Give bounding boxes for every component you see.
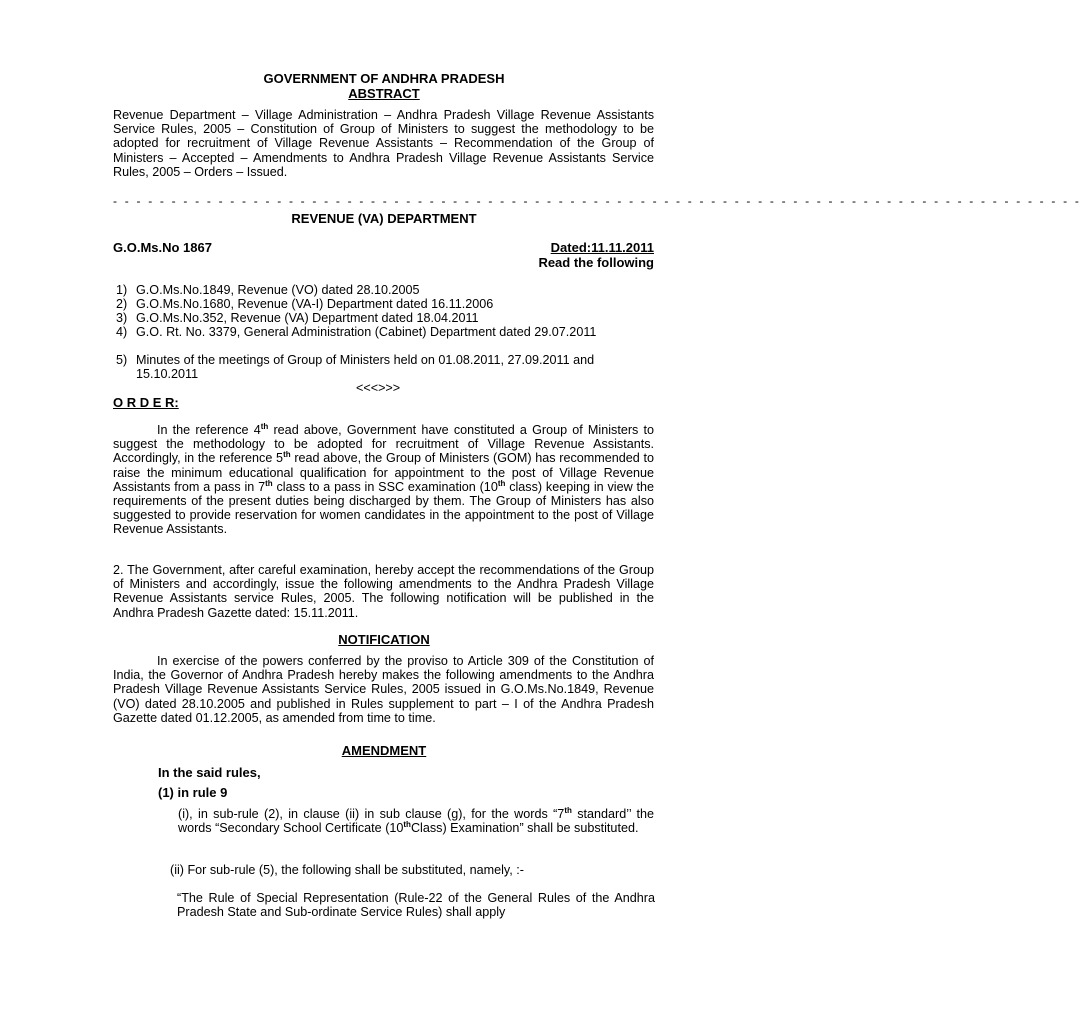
reference-item: [116, 353, 656, 382]
superscript: th: [497, 478, 506, 488]
notification-label: NOTIFICATION: [338, 632, 430, 647]
reference-item: [116, 283, 656, 297]
quoted-rule: “The Rule of Special Representation (Rule-22 of the General Rules of the Andhra Pradesh State and Sub-ordinate Service Rules) shall apply: [177, 891, 655, 920]
dated-value: Dated:11.11.2011: [550, 240, 654, 255]
abstract-label: ABSTRACT: [348, 86, 420, 101]
reference-number: 2): [116, 297, 128, 311]
reference-text: G.O.Ms.No.352, Revenue (VA) Department dated 18.04.2011: [136, 311, 479, 325]
order-text: read above, Government have constituted a Group of Ministers to suggest the methodology to be adopted for recruitment of Village Revenue Assistants. Accordingly, in the reference 5: [113, 423, 654, 466]
reference-number: 1): [116, 283, 128, 297]
reference-item: [116, 311, 656, 325]
reference-number: 4): [116, 325, 128, 339]
reference-text: G.O. Rt. No. 3379, General Administration (Cabinet) Department dated 29.07.2011: [136, 325, 597, 339]
reference-text: Minutes of the meetings of Group of Ministers held on 01.08.2011, 27.09.2011 and 15.10.2011: [136, 353, 595, 382]
department-heading: REVENUE (VA) DEPARTMENT: [291, 211, 477, 226]
order-text: In the reference 4: [157, 423, 261, 437]
notification-heading: [113, 633, 655, 647]
go-number: G.O.Ms.No 1867: [113, 240, 212, 255]
order-heading: O R D E R:: [113, 395, 179, 410]
notification-paragraph: In exercise of the powers conferred by the proviso to Article 309 of the Constitution of India, the Governor of Andhra Pradesh hereby makes the following amendments to the Andhra Pradesh Village Revenue Assistants Service Rules, 2005 issued in G.O.Ms.No.1849, Revenue (VO) dated 28.10.2005 and published in Rules supplement to part – I of the Andhra Pradesh Gazette dated 01.12.2005, as amended from time to time.: [113, 654, 654, 725]
section-symbol: <<<>>>: [356, 381, 401, 395]
amendment-heading: [113, 744, 655, 758]
superscript: th: [564, 806, 572, 815]
government-title: GOVERNMENT OF ANDHRA PRADESH: [263, 71, 505, 86]
clause-ii: (ii) For sub-rule (5), the following shall be substituted, namely, :-: [170, 863, 524, 877]
dated-label: [551, 241, 654, 255]
reference-number: 3): [116, 311, 128, 325]
reference-item: [116, 325, 656, 339]
reference-number: 5): [116, 353, 128, 367]
rule-9-heading: (1) in rule 9: [158, 785, 228, 800]
said-rules: In the said rules,: [158, 765, 261, 780]
reference-item: [116, 297, 656, 311]
clause-text: Class) Examination” shall be substituted.: [410, 821, 639, 836]
reference-text: G.O.Ms.No.1680, Revenue (VA-I) Department dated 16.11.2006: [136, 297, 494, 311]
order-paragraph-1: [113, 423, 654, 537]
clause-text: (i), in sub-rule (2), in clause (ii) in sub clause (g), for the words “7: [178, 807, 565, 821]
abstract-heading: [113, 87, 655, 101]
order-text: read above, the Group of Ministers (GOM) has recommended to raise the minimum educational qualification for appointment to the post of Village Revenue Assistants from a pass in 7: [113, 451, 654, 494]
order-text: class to a pass in SSC examination (10: [272, 479, 498, 494]
superscript: th: [403, 820, 411, 830]
order-paragraph-2: 2. The Government, after careful examination, hereby accept the recommendations of the Group of Ministers and accordingly, issue the following amendments to the Andhra Pradesh Village Revenue Assistants service Rules, 2005. The following notification will be published in the Andhra Pradesh Gazette dated: 15.11.2011.: [113, 563, 654, 620]
clause-text: standard’’ the words “Secondary School Certificate (10: [178, 807, 655, 836]
amendment-label: AMENDMENT: [341, 743, 427, 758]
order-text: class) keeping in view the requirements of the present duties being discharged by them. The Group of Ministers has also suggested to provide reservation for women candidates in the appointment to the post of Village Revenue Assistants.: [113, 479, 654, 537]
superscript: th: [260, 422, 269, 431]
read-following: Read the following: [538, 255, 654, 270]
clause-i: [170, 807, 654, 835]
superscript: th: [265, 478, 273, 488]
superscript: th: [283, 450, 291, 460]
subject-paragraph: Revenue Department – Village Administration – Andhra Pradesh Village Revenue Assistants Service Rules, 2005 – Constitution of Group of Ministers to suggest the methodology to be adopted for recruitment of Village Revenue Assistants – Recommendation of the Group of Ministers – Accepted – Amendments to Andhra Pradesh Village Revenue Assistants Service Rules, 2005 – Orders – Issued.: [113, 108, 654, 179]
reference-text: G.O.Ms.No.1849, Revenue (VO) dated 28.10.2005: [136, 283, 420, 297]
separator-line: - - - - - - - - - - - - - - - - - - - - - - - - - - - - - - - - - - - - - - - - - - - - - - - - - - - - - - - - - - - - - - - - - - - - - - - - - - - - - - - - - - -: [113, 194, 1081, 208]
